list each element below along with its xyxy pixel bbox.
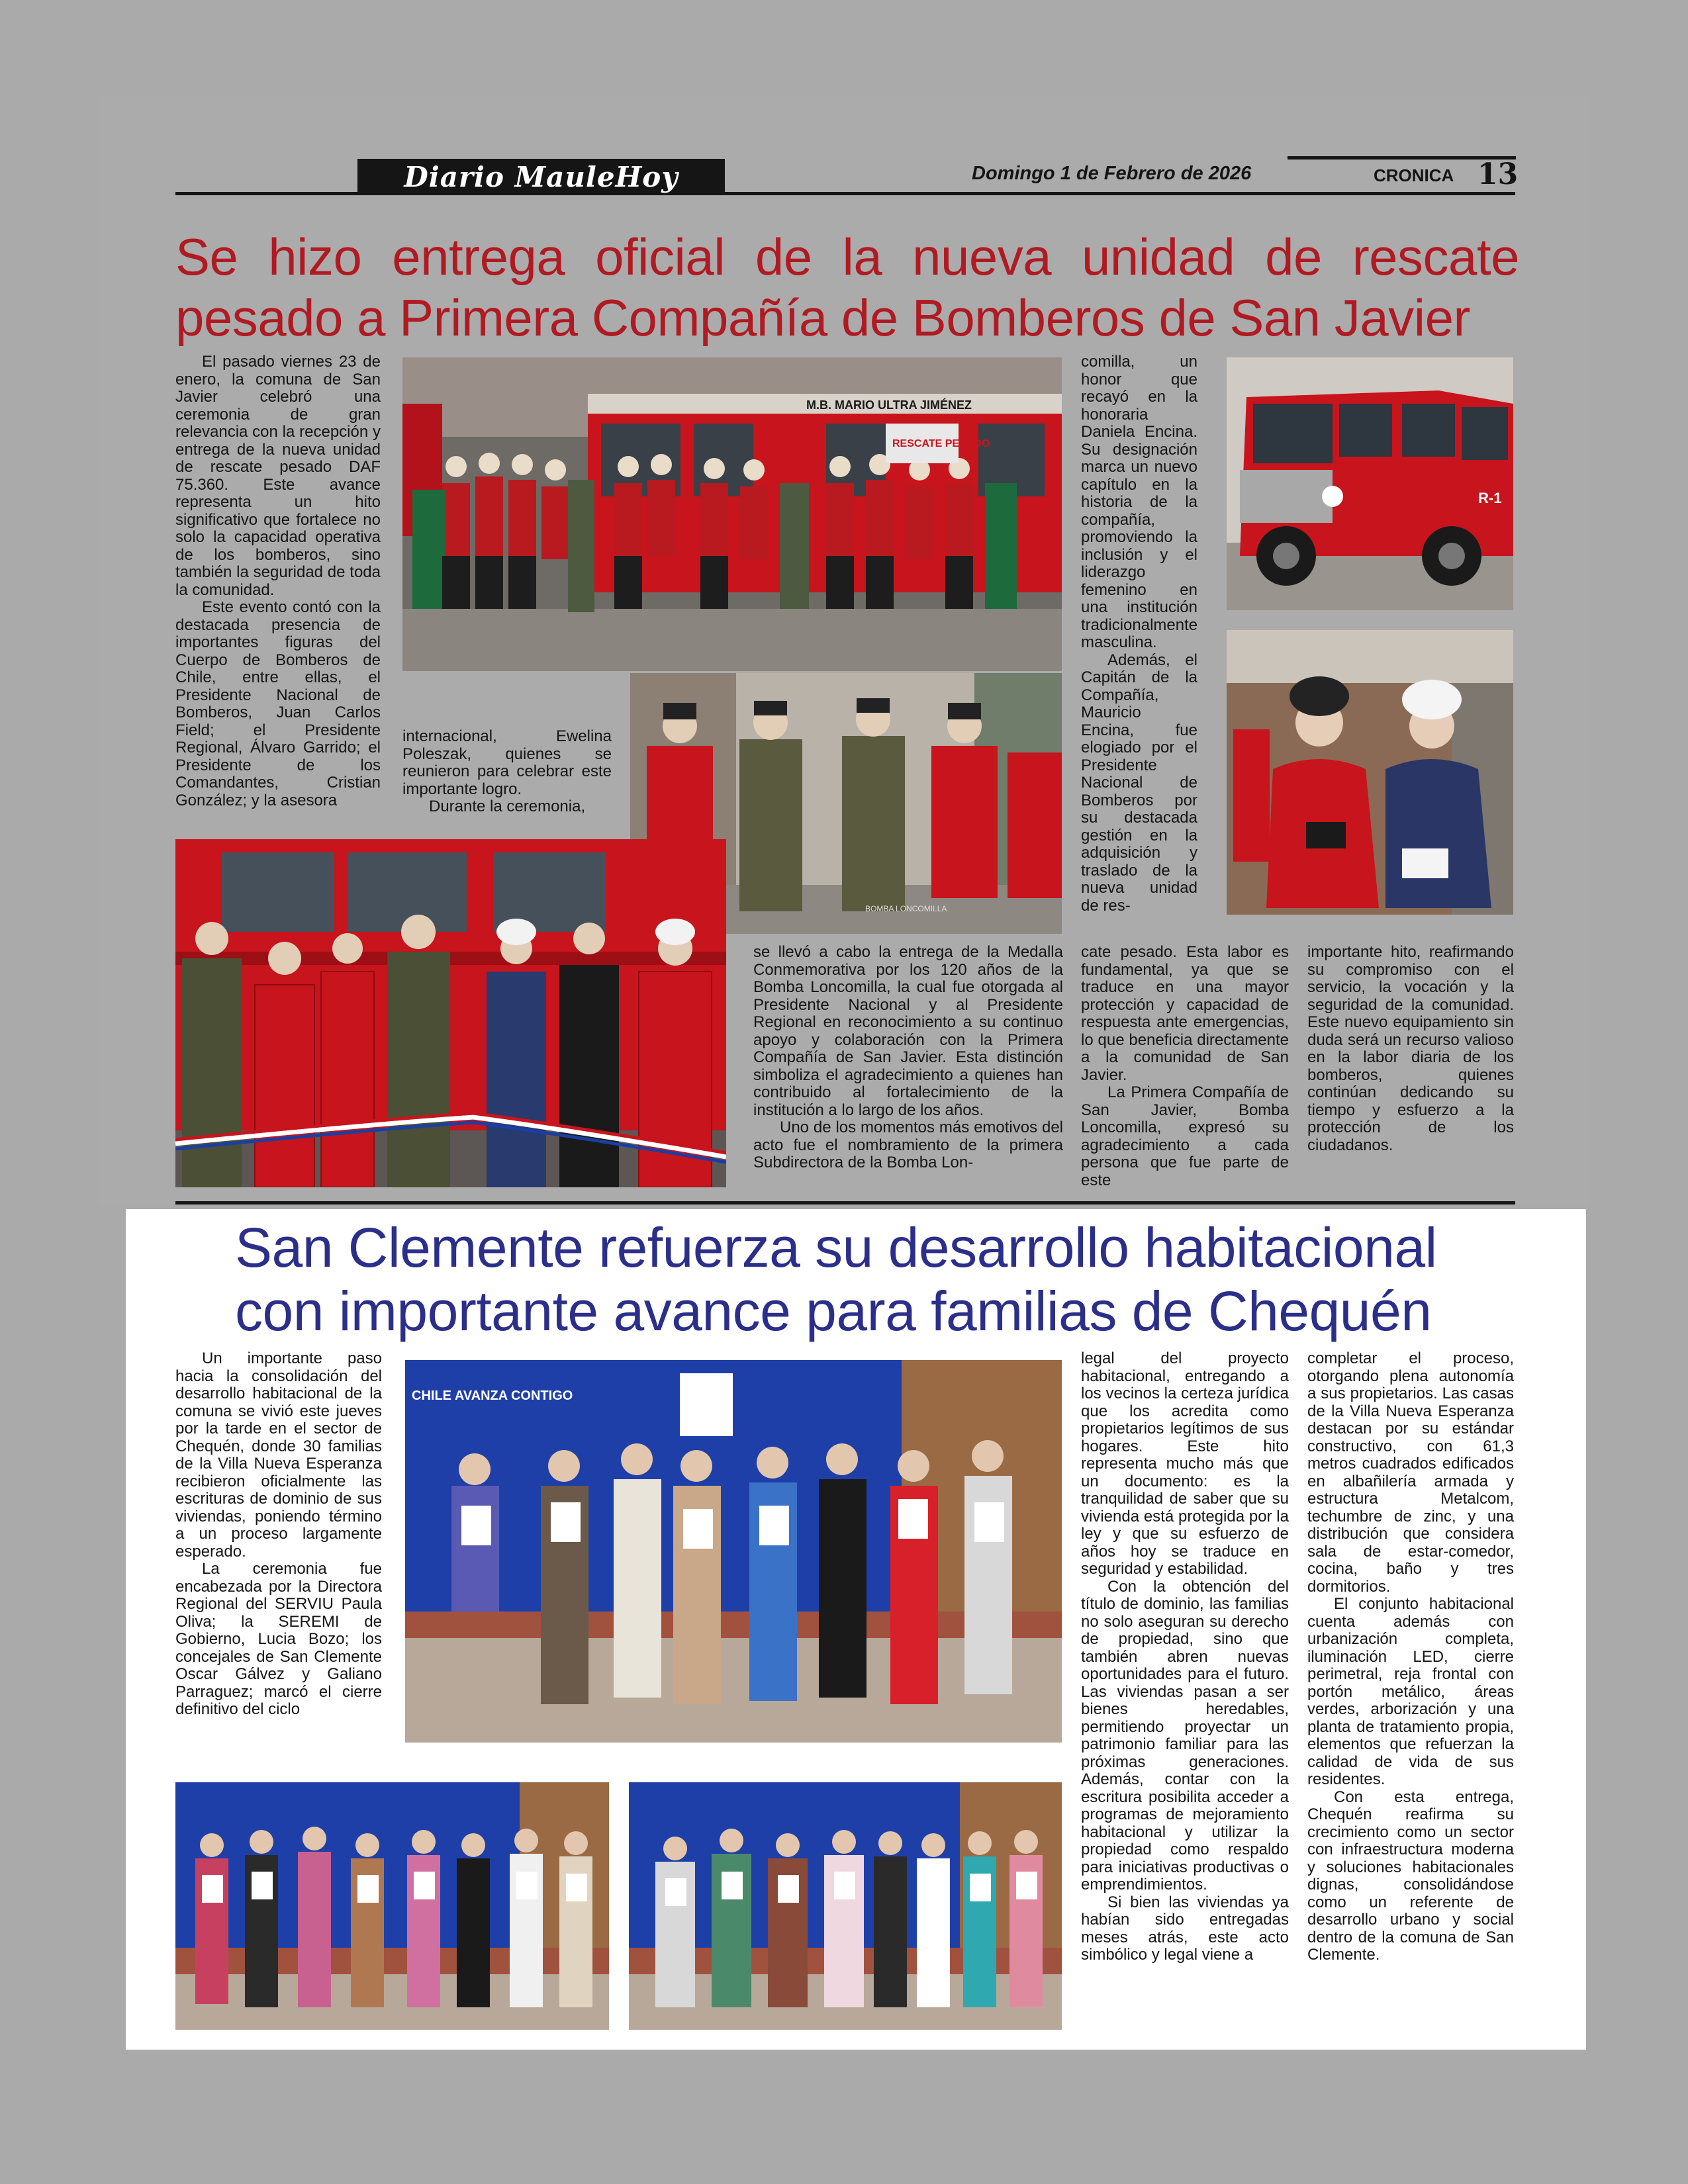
paragraph: Si bien las viviendas ya habían sido entregadas meses atrás, este acto simbólico y legal viene a bbox=[1081, 1893, 1289, 1964]
truck-door-text: M.B. MARIO ULTRA JIMÉNEZ bbox=[806, 398, 972, 412]
article-divider bbox=[175, 1201, 1515, 1205]
paragraph: se llevó a cabo la entrega de la Medalla Conmemorativa por los 120 años de la Bomba Loncomilla, la cual fue otorgada al Presidente Nacional y al Presidente Regional en reconocimiento a su continuo apoyo y colaboración con la Primera Compañía de San Javier. Esta distinción simboliza el agradecimiento a quienes han contribuido al fortalecimiento de la institución a lo largo de los años. bbox=[753, 943, 1063, 1119]
photo-ribbon-cutting bbox=[175, 839, 726, 1187]
newspaper-logo: Diario MauleHoy bbox=[357, 159, 725, 195]
article2-column-1 bbox=[175, 1350, 382, 1719]
article1-column-4a bbox=[1081, 353, 1197, 915]
truck-panel-text: RESCATE PESADO bbox=[892, 438, 990, 449]
photo-watermark: BOMBA LONCOMILLA bbox=[865, 904, 947, 913]
article2-column-2 bbox=[1081, 1350, 1289, 1964]
paragraph: Este evento contó con la destacada presencia de importantes figuras del Cuerpo de Bomberos de Chile, entre ellas, el Presidente Nacional de Bomberos, Juan Carlos Field; el Presidente Regional, Álvaro Garrido; el Presidente de los Comandantes, Cristian González; y la asesora bbox=[175, 598, 381, 809]
truck-cab-badge: R-1 bbox=[1478, 490, 1502, 506]
paragraph: La Primera Compañía de San Javier, Bomba Loncomilla, expresó su agradecimiento a cada persona que fue parte de este bbox=[1081, 1083, 1289, 1189]
paragraph: cate pesado. Esta labor es fundamental, ya que se traduce en una mayor protección y capacidad de respuesta ante emergencias, lo que beneficia directamente a la comunidad de San Javier. bbox=[1081, 943, 1289, 1084]
article1-column-2 bbox=[402, 728, 612, 816]
article1-column-4b bbox=[1081, 944, 1289, 1189]
photo-women-firefighters bbox=[1227, 630, 1513, 915]
paragraph: Con esta entrega, Chequén reafirma su crecimiento como un sector con infraestructura moderna y soluciones habitacionales dignas, consolidándose como un referente de desarrollo urbano y social dentro de la comuna de San Clemente. bbox=[1307, 1788, 1514, 1964]
article2-column-3 bbox=[1307, 1350, 1514, 1964]
paragraph: Uno de los momentos más emotivos del acto fue el nombramiento de la primera Subdirectora de la Bomba Lon- bbox=[753, 1118, 1063, 1171]
backdrop-banner-text: CHILE AVANZA CONTIGO bbox=[412, 1388, 573, 1403]
photo-families-group-middle bbox=[629, 1782, 1062, 2030]
paragraph: Durante la ceremonia, bbox=[429, 797, 586, 815]
paragraph: La ceremonia fue encabezada por la Directora Regional del SERVIU Paula Oliva; la SEREMI de Gobierno, Lucia Bozo; los concejales de San Clemente Oscar Gálvez y Galiano Parraguez; marcó el cierre definitivo del ciclo bbox=[175, 1560, 382, 1718]
paragraph: internacional, Ewelina Poleszak, quienes se reunieron para celebrar este importante logro. bbox=[402, 727, 612, 798]
paragraph: Un importante paso hacia la consolidación del desarrollo habitacional de la comuna se vivió este jueves por la tarde en el sector de Chequén, donde 30 familias de la Villa Nueva Esperanza recibieron oficialmente las escrituras de dominio de sus viviendas, poniendo término a un proceso largamente esperado. bbox=[175, 1349, 382, 1561]
article1-column-3 bbox=[753, 944, 1063, 1172]
issue-date: Domingo 1 de Febrero de 2026 bbox=[972, 163, 1252, 184]
article1-column-1 bbox=[175, 353, 381, 809]
section-name: CRONICA bbox=[1374, 165, 1454, 185]
paragraph: Con la obtención del título de dominio, las familias no solo aseguran su derecho de propiedad, sino que también abren nuevas oportunidades para el futuro. Las viviendas pasan a ser bienes heredables, permitiendo proyectar un patrimonio familiar para las próximas generaciones. Además, contar con la escritura posibilita acceder a programas de mejoramiento habitacional y utilizar la propiedad como respaldo para iniciativas productivas o emprendimientos. bbox=[1081, 1577, 1289, 1893]
article1-headline: Se hizo entrega oficial de la nueva unidad de rescate pesado a Primera Compañía de Bomberos de San Javier bbox=[175, 228, 1519, 347]
photo-rescue-truck-cab bbox=[1227, 357, 1513, 610]
paragraph: legal del proyecto habitacional, entregando a los vecinos la certeza jurídica que los acredita como propietarios legítimos de sus hogares. Este hito representa mucho más que un documento: es la tranquilidad de saber que su vivienda está protegida por la ley y que su esfuerzo de años hoy se traduce en seguridad y estabilidad. bbox=[1081, 1349, 1289, 1578]
paragraph: El pasado viernes 23 de enero, la comuna de San Javier celebró una ceremonia de gran relevancia con la recepción y entrega de la nueva unidad de rescate pesado DAF 75.360. Este avance representa un hito significativo que fortalece no solo la capacidad operativa de los bomberos, sino también la seguridad de toda la comunidad. bbox=[175, 353, 381, 599]
paragraph: importante hito, reafirmando su compromiso con el servicio, la vocación y la seguridad de la comunidad. Este nuevo equipamiento sin duda será un recurso valioso en la labor diaria de los bomberos, quienes continúan dedicando su tiempo y esfuerzo a la protección de los ciudadanos. bbox=[1307, 943, 1514, 1154]
photo-firefighters-group-truck bbox=[402, 357, 1062, 671]
article1-column-5 bbox=[1307, 944, 1514, 1154]
photo-families-group-main bbox=[405, 1360, 1062, 1743]
photo-families-group-left bbox=[175, 1782, 609, 2030]
paragraph: completar el proceso, otorgando plena autonomía a sus propietarios. Las casas de la Villa Nueva Esperanza destacan por su estándar constructivo, con 61,3 metros cuadrados edificados en albañilería armada y estructura Metalcom, techumbre de zinc, y una distribución que considera sala de estar-comedor, cocina, baño y tres dormitorios. bbox=[1307, 1349, 1514, 1596]
article2-headline: San Clemente refuerza su desarrollo habitacional con importante avance para familias de Chequén bbox=[235, 1216, 1437, 1342]
paragraph: Además, el Capitán de la Compañía, Mauricio Encina, fue elogiado por el Presidente Nacional de Bomberos por su destacada gestión en la adquisición y traslado de la nueva unidad de res- bbox=[1081, 651, 1197, 915]
paragraph: comilla, un honor que recayó en la honoraria Daniela Encina. Su designación marca un nuevo capítulo en la historia de la compañía, promoviendo la inclusión y el liderazgo femenino en una institución tradicionalmente masculina. bbox=[1081, 353, 1198, 651]
paragraph: El conjunto habitacional cuenta además con urbanización completa, iluminación LED, cierre perimetral, reja frontal con portón metálico, áreas verdes, arborización y una planta de tratamiento propia, elementos que refuerzan la calidad de vida de sus residentes. bbox=[1307, 1595, 1514, 1788]
page-number: 13 bbox=[1477, 158, 1519, 191]
